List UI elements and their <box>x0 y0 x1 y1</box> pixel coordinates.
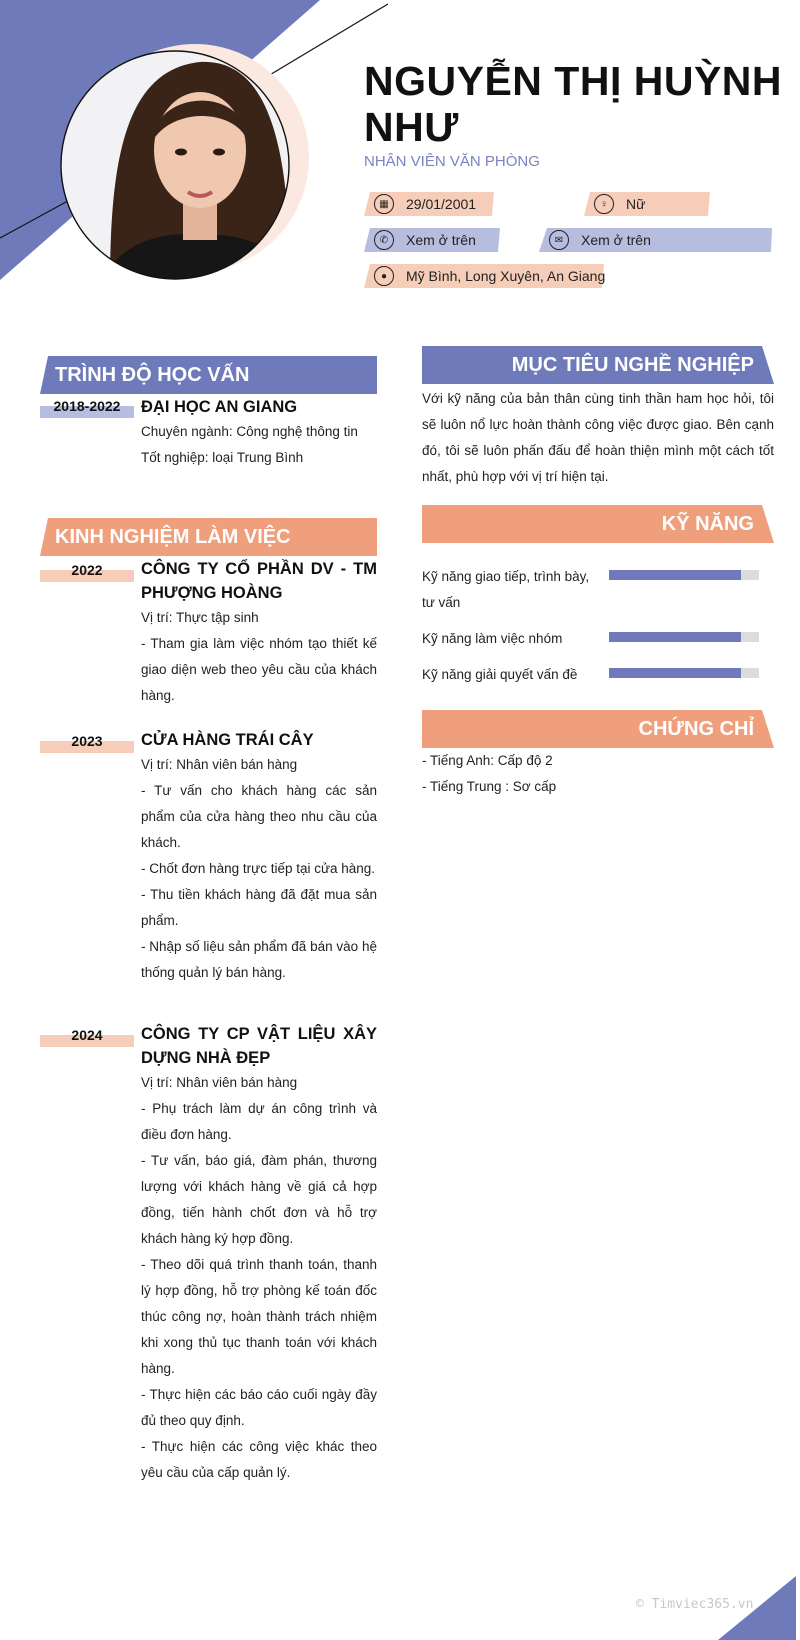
skill-label: Kỹ năng giải quyết vấn đề <box>422 667 578 682</box>
job-duty: - Chốt đơn hàng trực tiếp tại cửa hàng. <box>141 861 376 876</box>
experience-heading <box>40 518 377 556</box>
experience-entry <box>141 728 377 986</box>
calendar-icon: ▦ <box>374 194 394 214</box>
certificate-item: - Tiếng Anh: Cấp độ 2 <box>422 753 553 768</box>
skill-bar-fill <box>609 668 741 678</box>
objective-text: Với kỹ năng của bản thân cùng tinh thần ham học hỏi, tôi sẽ luôn nổ lực hoàn thành công việc được giao. Bên cạnh đó, tôi sẽ luôn phấn đấu để hoàn thiện mình một cách tốt nhất, phù hợp với vị trí hiện tại. <box>422 391 774 484</box>
skill-label: Kỹ năng giao tiếp, trình bày, tư vấn <box>422 569 590 610</box>
education-graduation: Tốt nghiệp: loại Trung Bình <box>141 450 304 465</box>
skill-bar <box>609 570 759 580</box>
job-duty: - Tham gia làm việc nhóm tạo thiết kế giao diện web theo yêu cầu của khách hàng. <box>141 636 377 703</box>
education-major: Chuyên ngành: Công nghệ thông tin <box>141 424 358 439</box>
location-icon: ● <box>374 266 394 286</box>
education-year-text: 2018-2022 <box>53 398 121 414</box>
phone-row <box>364 228 500 252</box>
watermark: © Timviec365.vn <box>636 1597 754 1612</box>
certificates-heading-label: CHỨNG CHỈ <box>638 718 754 740</box>
phone-text: Xem ở trên <box>406 232 476 248</box>
birthday-row <box>364 192 494 216</box>
address-row <box>364 264 604 288</box>
job-duty: - Theo dõi quá trình thanh toán, thanh lý hợp đồng, hỗ trợ phòng kế toán đốc thúc công nợ, hoàn thành trách nhiệm khi xong thủ tục thanh toán với khách hàng. <box>141 1257 377 1376</box>
job-duty: - Tư vấn cho khách hàng các sản phẩm của cửa hàng theo nhu cầu của khách. <box>141 783 377 850</box>
skill-bar <box>609 632 759 642</box>
education-heading-label: TRÌNH ĐỘ HỌC VẤN <box>55 364 250 386</box>
company-name: CÔNG TY CP VẬT LIỆU XÂY DỰNG NHÀ ĐẸP <box>141 1025 377 1067</box>
job-duty: - Thực hiện các báo cáo cuối ngày đầy đủ theo quy định. <box>141 1387 377 1428</box>
gender-row <box>584 192 710 216</box>
education-heading <box>40 356 377 394</box>
experience-heading-label: KINH NGHIỆM LÀM VIỆC <box>55 526 291 548</box>
address-text: Mỹ Bình, Long Xuyên, An Giang <box>406 268 606 284</box>
certificate-item: - Tiếng Trung : Sơ cấp <box>422 779 557 794</box>
company-name: CỬA HÀNG TRÁI CÂY <box>141 731 314 749</box>
experience-entry <box>141 1022 377 1486</box>
job-duty: - Phụ trách làm dự án công trình và điều đơn hàng. <box>141 1101 377 1142</box>
job-duty: - Nhập số liệu sản phẩm đã bán vào hệ thống quản lý bán hàng. <box>141 939 377 980</box>
job-title: NHÂN VIÊN VĂN PHÒNG <box>364 153 540 170</box>
objective-heading <box>422 346 774 384</box>
skill-bar <box>609 668 759 678</box>
candidate-name: NGUYỄN THỊ HUỲNH NHƯ <box>364 58 783 150</box>
experience-year-text: 2023 <box>71 733 103 749</box>
skill-label: Kỹ năng làm việc nhóm <box>422 631 563 646</box>
experience-year <box>40 558 134 584</box>
job-duty: - Tư vấn, báo giá, đàm phán, thương lượng với khách hàng về giá cả hợp đồng, tiến hành chốt đơn và hỗ trợ khách hàng ký hợp đồng. <box>141 1153 377 1246</box>
skill-bar-fill <box>609 570 741 580</box>
experience-year <box>40 729 134 755</box>
experience-year-text: 2024 <box>71 1027 103 1043</box>
phone-icon: ✆ <box>374 230 394 250</box>
birthday-text: 29/01/2001 <box>406 196 477 212</box>
job-position: Vị trí: Nhân viên bán hàng <box>141 757 298 772</box>
avatar <box>55 40 325 285</box>
company-name: CÔNG TY CỔ PHẦN DV - TM PHƯỢNG HOÀNG <box>141 560 377 602</box>
gender-icon: ♀ <box>594 194 614 214</box>
gender-text: Nữ <box>626 196 646 212</box>
experience-year-text: 2022 <box>71 562 103 578</box>
mail-icon: ✉ <box>549 230 569 250</box>
skills-heading-label: KỸ NĂNG <box>661 513 754 535</box>
skills-heading <box>422 505 774 543</box>
certificates-heading <box>422 710 774 748</box>
info-tag-bg <box>539 228 772 252</box>
email-text: Xem ở trên <box>581 232 651 248</box>
job-duty: - Thu tiền khách hàng đã đặt mua sản phẩm. <box>141 887 377 928</box>
education-year <box>40 394 134 420</box>
job-duty: - Thực hiện các công việc khác theo yêu cầu của cấp quản lý. <box>141 1439 377 1480</box>
experience-year <box>40 1023 134 1049</box>
objective-heading-label: MỤC TIÊU NGHỀ NGHIỆP <box>511 354 754 376</box>
job-position: Vị trí: Nhân viên bán hàng <box>141 1075 298 1090</box>
education-entry <box>141 395 377 471</box>
email-row <box>539 228 772 252</box>
experience-entry <box>141 557 377 709</box>
job-position: Vị trí: Thực tập sinh <box>141 610 259 625</box>
skill-bar-fill <box>609 632 741 642</box>
school-name: ĐẠI HỌC AN GIANG <box>141 398 298 416</box>
